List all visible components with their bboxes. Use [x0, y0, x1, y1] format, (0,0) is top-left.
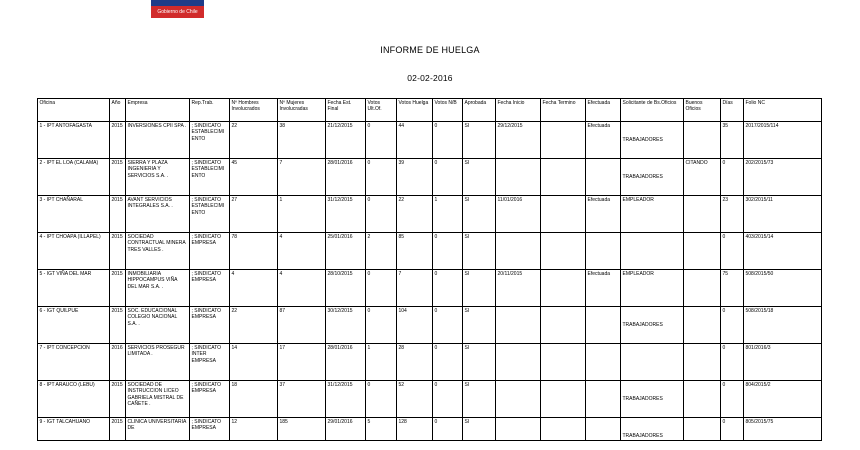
cell-fecha-est: 31/12/2015: [326, 196, 366, 233]
column-header: Fecha Inicio: [496, 99, 541, 122]
cell-oficina: 1 - IPT ANTOFAGASTA: [38, 122, 110, 159]
cell-hombres: 14: [230, 344, 278, 381]
cell-fecha-inicio: [496, 344, 541, 381]
cell-mujeres: 87: [278, 307, 326, 344]
cell-fecha-est: 30/12/2015: [326, 307, 366, 344]
cell-anio: 2015: [110, 381, 126, 418]
cell-dias: 0: [721, 159, 744, 196]
cell-fecha-est: 31/12/2015: [326, 381, 366, 418]
cell-folio: 804/2015/2: [744, 381, 822, 418]
logo-text: Gobierno de Chile: [151, 6, 204, 18]
cell-votos-huelga: 85: [397, 233, 433, 270]
cell-aprobada: SI: [463, 270, 496, 307]
table-row: [38, 196, 822, 233]
cell-hombres: 12: [230, 418, 278, 441]
cell-oficina: 9 - IGT TALCAHUANO: [38, 418, 110, 441]
cell-empresa: SOCIEDAD DE INSTRUCCION LICEO GABRIELA MISTRAL DE CAÑETE .: [126, 381, 190, 418]
cell-votos-nb: 0: [433, 381, 463, 418]
cell-buenos: [684, 418, 721, 441]
column-header: Solicitante de Bs.Oficios: [621, 99, 684, 122]
cell-dias: 0: [721, 344, 744, 381]
cell-fecha-est: 29/01/2016: [326, 418, 366, 441]
cell-folio: 2017/2015/114: [744, 122, 822, 159]
cell-empresa: INMOBILIARIA HIPPOCAMPUS VIÑA DEL MAR S.A. .: [126, 270, 190, 307]
cell-votos-nb: 0: [433, 159, 463, 196]
table-header-row: [38, 99, 822, 122]
cell-anio: 2015: [110, 307, 126, 344]
table-row: [38, 344, 822, 381]
gobierno-logo: [151, 0, 204, 18]
table-row: [38, 233, 822, 270]
cell-votos-nb: 1: [433, 196, 463, 233]
cell-votos-huelga: 44: [397, 122, 433, 159]
cell-oficina: 4 - IPT CHOAPA (ILLAPEL): [38, 233, 110, 270]
cell-votos-ult: 0: [366, 307, 397, 344]
table-row: [38, 307, 822, 344]
column-header: Efectuada: [586, 99, 621, 122]
cell-efectuada: [586, 159, 621, 196]
cell-solicitante: TRABAJADORES: [621, 159, 684, 196]
table-row: [38, 122, 822, 159]
cell-aprobada: SI: [463, 344, 496, 381]
column-header: Nº Hombres Involucrados: [230, 99, 278, 122]
cell-buenos: [684, 307, 721, 344]
cell-hombres: 18: [230, 381, 278, 418]
cell-oficina: 8 - IPT ARAUCO (LEBU): [38, 381, 110, 418]
cell-empresa: SOCIEDAD CONTRACTUAL MINERA TRES VALLES .: [126, 233, 190, 270]
cell-mujeres: 4: [278, 233, 326, 270]
cell-hombres: 22: [230, 122, 278, 159]
column-header: Votos N/B: [433, 99, 463, 122]
cell-dias: 0: [721, 233, 744, 270]
cell-folio: 302/2015/11: [744, 196, 822, 233]
cell-anio: 2015: [110, 196, 126, 233]
cell-votos-nb: 0: [433, 270, 463, 307]
cell-votos-nb: 0: [433, 307, 463, 344]
cell-efectuada: [586, 344, 621, 381]
cell-votos-nb: 0: [433, 122, 463, 159]
cell-solicitante: TRABAJADORES: [621, 381, 684, 418]
cell-dias: 75: [721, 270, 744, 307]
report-date: 02-02-2016: [407, 73, 453, 83]
cell-hombres: 78: [230, 233, 278, 270]
cell-aprobada: SI: [463, 381, 496, 418]
cell-votos-nb: 0: [433, 418, 463, 441]
cell-buenos: [684, 381, 721, 418]
cell-votos-ult: 0: [366, 159, 397, 196]
column-header: Votos Ult.Of.: [366, 99, 397, 122]
cell-efectuada: Efectuada: [586, 122, 621, 159]
cell-votos-huelga: 22: [397, 196, 433, 233]
column-header: Empresa: [126, 99, 190, 122]
cell-votos-huelga: 39: [397, 159, 433, 196]
cell-mujeres: 1: [278, 196, 326, 233]
cell-votos-ult: 0: [366, 122, 397, 159]
cell-anio: 2015: [110, 233, 126, 270]
cell-fecha-inicio: [496, 418, 541, 441]
cell-fecha-termino: [541, 344, 586, 381]
cell-oficina: 2 - IPT EL LOA (CALAMA): [38, 159, 110, 196]
cell-empresa: SIERRA Y PLAZA INGENIERIA Y SERVICIOS S.A. .: [126, 159, 190, 196]
cell-fecha-termino: [541, 159, 586, 196]
cell-hombres: 4: [230, 270, 278, 307]
cell-folio: 801/2016/3: [744, 344, 822, 381]
column-header: Año: [110, 99, 126, 122]
column-header: Oficina: [38, 99, 110, 122]
table-row: [38, 159, 822, 196]
cell-oficina: 7 - IPT CONCEPCION: [38, 344, 110, 381]
cell-aprobada: SI: [463, 233, 496, 270]
cell-efectuada: [586, 381, 621, 418]
cell-folio: 403/2015/14: [744, 233, 822, 270]
cell-fecha-termino: [541, 381, 586, 418]
report-title: INFORME DE HUELGA: [380, 45, 480, 55]
cell-anio: 2015: [110, 159, 126, 196]
cell-empresa: SOC. EDUCACIONAL COLEGIO NACIONAL S.A. .: [126, 307, 190, 344]
cell-efectuada: [586, 418, 621, 441]
cell-folio: 508/2015/18: [744, 307, 822, 344]
column-header: Fecha Est. Final: [326, 99, 366, 122]
cell-oficina: 3 - IPT CHAÑARAL: [38, 196, 110, 233]
cell-empresa: INVERSIONES CPII SPA .: [126, 122, 190, 159]
cell-votos-ult: 0: [366, 381, 397, 418]
cell-votos-ult: 1: [366, 344, 397, 381]
cell-aprobada: SI: [463, 418, 496, 441]
cell-dias: 0: [721, 418, 744, 441]
column-header: Fecha Termino: [541, 99, 586, 122]
cell-mujeres: 38: [278, 122, 326, 159]
cell-votos-huelga: 104: [397, 307, 433, 344]
cell-buenos: [684, 196, 721, 233]
cell-fecha-inicio: [496, 307, 541, 344]
column-header: Nº Mujeres Involucradas: [278, 99, 326, 122]
cell-hombres: 45: [230, 159, 278, 196]
cell-buenos: [684, 344, 721, 381]
cell-fecha-inicio: 20/11/2015: [496, 270, 541, 307]
cell-anio: 2016: [110, 344, 126, 381]
cell-hombres: 27: [230, 196, 278, 233]
cell-aprobada: SI: [463, 196, 496, 233]
cell-dias: 35: [721, 122, 744, 159]
cell-mujeres: 185: [278, 418, 326, 441]
cell-rep: ; SINDICATO EMPRESA: [190, 381, 230, 418]
cell-oficina: 6 - IGT QUILPUE: [38, 307, 110, 344]
column-header: Buenos Oficios: [684, 99, 721, 122]
cell-rep: ; SINDICATO ESTABLECIMIENTO: [190, 196, 230, 233]
cell-votos-ult: 0: [366, 270, 397, 307]
cell-empresa: SERVICIOS PROSEGUR LIMITADA .: [126, 344, 190, 381]
cell-solicitante: TRABAJADORES: [621, 307, 684, 344]
cell-buenos: [684, 270, 721, 307]
cell-anio: 2015: [110, 418, 126, 441]
cell-rep: ; SINDICATO ESTABLECIMIENTO: [190, 159, 230, 196]
cell-rep: ; SINDICATO EMPRESA: [190, 307, 230, 344]
cell-mujeres: 4: [278, 270, 326, 307]
cell-votos-huelga: 7: [397, 270, 433, 307]
cell-empresa: CLINICA UNIVERSITARIA DE: [126, 418, 190, 441]
cell-solicitante: TRABAJADORES: [621, 122, 684, 159]
cell-mujeres: 7: [278, 159, 326, 196]
cell-rep: ; SINDICATO EMPRESA: [190, 233, 230, 270]
cell-rep: ; SINDICATO INTER EMPRESA: [190, 344, 230, 381]
cell-aprobada: SI: [463, 159, 496, 196]
cell-solicitante: EMPLEADOR: [621, 270, 684, 307]
cell-folio: 202/2015/73: [744, 159, 822, 196]
cell-votos-huelga: 128: [397, 418, 433, 441]
cell-votos-ult: 2: [366, 233, 397, 270]
cell-solicitante: [621, 344, 684, 381]
cell-empresa: AVANT SERVICIOS INTEGRALES S.A. .: [126, 196, 190, 233]
column-header: Días: [721, 99, 744, 122]
cell-votos-nb: 0: [433, 233, 463, 270]
column-header: Votos Huelga: [397, 99, 433, 122]
cell-votos-ult: 0: [366, 196, 397, 233]
cell-fecha-inicio: 29/12/2015: [496, 122, 541, 159]
cell-buenos: CITANDO: [684, 159, 721, 196]
table-row: [38, 418, 822, 441]
cell-fecha-est: 21/12/2015: [326, 122, 366, 159]
cell-anio: 2015: [110, 270, 126, 307]
cell-dias: 0: [721, 381, 744, 418]
cell-aprobada: SI: [463, 307, 496, 344]
cell-rep: ; SINDICATO EMPRESA: [190, 418, 230, 441]
cell-votos-huelga: 28: [397, 344, 433, 381]
cell-fecha-termino: [541, 196, 586, 233]
cell-fecha-termino: [541, 418, 586, 441]
cell-anio: 2015: [110, 122, 126, 159]
cell-folio: 805/2015/75: [744, 418, 822, 441]
cell-votos-huelga: 52: [397, 381, 433, 418]
cell-fecha-inicio: [496, 159, 541, 196]
cell-mujeres: 37: [278, 381, 326, 418]
cell-rep: ; SINDICATO ESTABLECIMIENTO: [190, 122, 230, 159]
cell-votos-nb: 0: [433, 344, 463, 381]
cell-fecha-est: 25/01/2016: [326, 233, 366, 270]
table-body: [38, 122, 822, 441]
cell-aprobada: SI: [463, 122, 496, 159]
cell-mujeres: 17: [278, 344, 326, 381]
cell-fecha-termino: [541, 270, 586, 307]
cell-hombres: 22: [230, 307, 278, 344]
cell-rep: ; SINDICATO EMPRESA: [190, 270, 230, 307]
cell-efectuada: Efectuada: [586, 270, 621, 307]
cell-fecha-termino: [541, 122, 586, 159]
column-header: Rep.Trab.: [190, 99, 230, 122]
cell-efectuada: [586, 307, 621, 344]
strike-report-table: [37, 98, 822, 441]
cell-solicitante: [621, 233, 684, 270]
cell-buenos: [684, 122, 721, 159]
column-header: Aprobada: [463, 99, 496, 122]
cell-fecha-est: 28/10/2015: [326, 270, 366, 307]
cell-fecha-inicio: [496, 381, 541, 418]
cell-buenos: [684, 233, 721, 270]
cell-solicitante: EMPLEADOR: [621, 196, 684, 233]
cell-efectuada: Efectuada: [586, 196, 621, 233]
cell-fecha-inicio: 11/01/2016: [496, 196, 541, 233]
cell-oficina: 5 - IGT VIÑA DEL MAR: [38, 270, 110, 307]
column-header: Folio NC: [744, 99, 822, 122]
cell-fecha-inicio: [496, 233, 541, 270]
cell-efectuada: [586, 233, 621, 270]
cell-votos-ult: 5: [366, 418, 397, 441]
table-row: [38, 381, 822, 418]
cell-fecha-est: 28/01/2016: [326, 344, 366, 381]
cell-dias: 23: [721, 196, 744, 233]
cell-solicitante: TRABAJADORES: [621, 418, 684, 441]
cell-fecha-est: 28/01/2016: [326, 159, 366, 196]
cell-dias: 0: [721, 307, 744, 344]
cell-fecha-termino: [541, 233, 586, 270]
cell-folio: 508/2015/50: [744, 270, 822, 307]
cell-fecha-termino: [541, 307, 586, 344]
table-row: [38, 270, 822, 307]
